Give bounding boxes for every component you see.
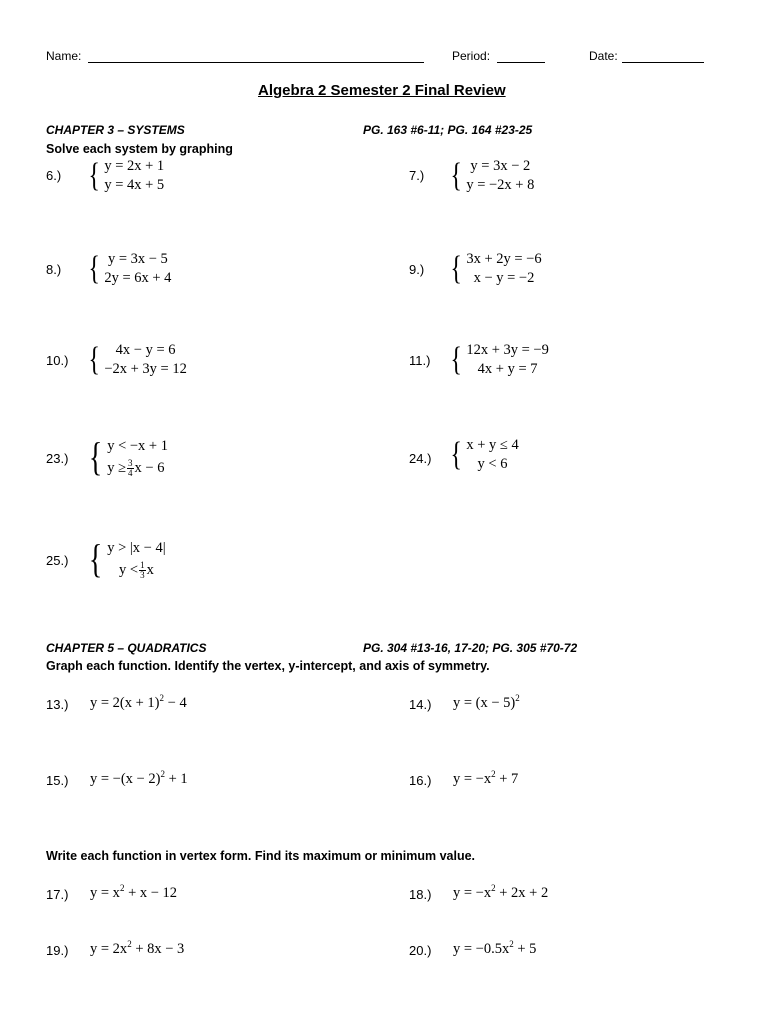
system-7 <box>448 157 534 195</box>
equation: y = 2x + 1 <box>104 158 165 174</box>
system-6 <box>86 157 164 195</box>
name-field[interactable] <box>88 62 424 63</box>
chapter3-pages: PG. 163 #6-11; PG. 164 #23-25 <box>363 123 533 137</box>
fraction: $\frac{3}{4}$ <box>128 458 133 479</box>
equation: 12x + 3y = −9 <box>466 342 549 358</box>
equation: $y = 2(x + 1)^2 - 4$ <box>90 693 187 711</box>
period-field[interactable] <box>497 62 545 63</box>
equation: y < $\frac{1}{3}$ x <box>119 560 154 581</box>
brace-icon: { <box>88 536 103 581</box>
equation: 4x + y = 7 <box>477 361 538 377</box>
equation: y ≥ $\frac{3}{4}$ x − 6 <box>107 458 165 479</box>
brace-icon: { <box>450 436 462 473</box>
problem-number: 8.) <box>46 262 62 277</box>
equation: 2y = 6x + 4 <box>104 270 172 286</box>
equation: y = −2x + 8 <box>466 177 535 193</box>
chapter3-instruction: Solve each system by graphing <box>46 142 233 156</box>
problem-number: 6.) <box>46 168 62 183</box>
name-label: Name: <box>46 49 82 63</box>
system-23 <box>86 435 168 479</box>
problem-number: 15.) <box>46 773 69 788</box>
equation: y = 3x − 2 <box>470 158 531 174</box>
equation: 3x + 2y = −6 <box>466 251 542 267</box>
problem-number: 10.) <box>46 353 69 368</box>
brace-icon: { <box>450 341 462 378</box>
brace-icon: { <box>88 157 100 194</box>
system-8 <box>86 250 171 288</box>
system-9 <box>448 250 542 288</box>
problem-number: 23.) <box>46 451 69 466</box>
page-title: Algebra 2 Semester 2 Final Review <box>258 82 506 99</box>
equation: $y = (x - 5)^2$ <box>453 693 520 711</box>
chapter3-heading: CHAPTER 3 – SYSTEMS <box>46 123 185 137</box>
problem-number: 14.) <box>409 697 432 712</box>
brace-icon: { <box>88 250 100 287</box>
system-10 <box>86 341 187 379</box>
date-field[interactable] <box>622 62 704 63</box>
problem-number: 16.) <box>409 773 432 788</box>
problem-number: 17.) <box>46 887 69 902</box>
problem-number: 11.) <box>409 353 431 368</box>
problem-number: 19.) <box>46 943 69 958</box>
equation: $y = 2x^2 + 8x - 3$ <box>90 939 185 957</box>
equation: $y = x^2 + x - 12$ <box>90 883 178 901</box>
equation: $y = -x^2 + 7$ <box>453 769 519 787</box>
problem-number: 18.) <box>409 887 432 902</box>
equation: $y = -x^2 + 2x + 2$ <box>453 883 549 901</box>
equation: 4x − y = 6 <box>115 342 176 358</box>
problem-number: 13.) <box>46 697 69 712</box>
equation: −2x + 3y = 12 <box>104 361 187 377</box>
problem-number: 25.) <box>46 553 69 568</box>
equation: y < 6 <box>477 456 508 472</box>
system-11 <box>448 341 549 379</box>
chapter5-pages: PG. 304 #13-16, 17-20; PG. 305 #70-72 <box>363 641 578 655</box>
equation: x + y ≤ 4 <box>466 437 519 453</box>
equation: $y = -0.5x^2 + 5$ <box>453 939 537 957</box>
chapter5-heading: CHAPTER 5 – QUADRATICS <box>46 641 207 655</box>
period-label: Period: <box>452 49 491 63</box>
fraction: $\frac{1}{3}$ <box>140 560 145 581</box>
system-25 <box>86 537 166 581</box>
brace-icon: { <box>88 434 103 479</box>
equation: y = 3x − 5 <box>107 251 168 267</box>
problem-number: 24.) <box>409 451 432 466</box>
equation: y < −x + 1 <box>107 438 168 454</box>
system-24 <box>448 436 519 474</box>
date-label: Date: <box>589 49 618 63</box>
chapter5-instruction: Graph each function. Identify the vertex, y-intercept, and axis of symmetry. <box>46 659 490 673</box>
equation: x − y = −2 <box>473 270 535 286</box>
equation: y = 4x + 5 <box>104 177 165 193</box>
problem-number: 20.) <box>409 943 432 958</box>
equation: y > |x − 4| <box>107 540 166 556</box>
equation: $y = -(x - 2)^2 + 1$ <box>90 769 188 787</box>
brace-icon: { <box>450 250 462 287</box>
brace-icon: { <box>88 341 100 378</box>
brace-icon: { <box>450 157 462 194</box>
problem-number: 7.) <box>409 168 425 183</box>
problem-number: 9.) <box>409 262 425 277</box>
vertex-form-instruction: Write each function in vertex form. Find its maximum or minimum value. <box>46 849 476 863</box>
